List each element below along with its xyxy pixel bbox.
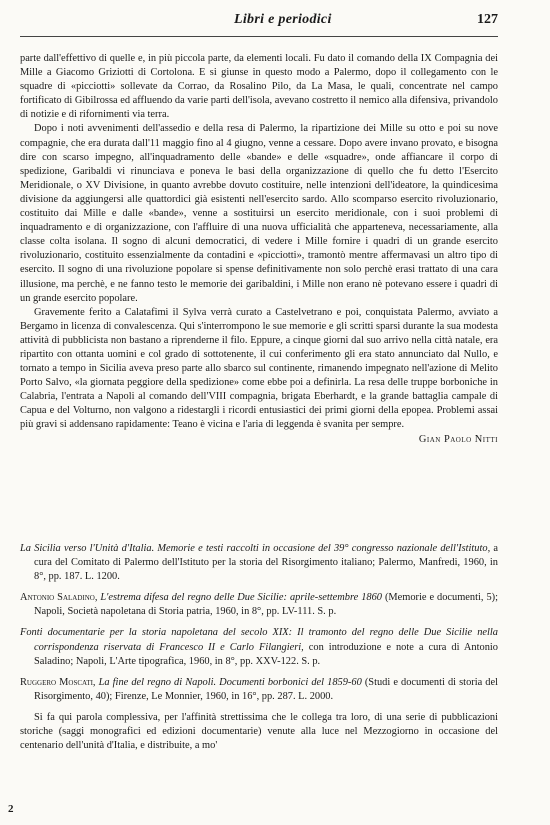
paragraph: Dopo i noti avvenimenti dell'assedio e della resa di Palermo, la ripartizione dei Mille su otto e poi su nove compagnie, che era durata dall'11 maggio fino al 4 giugno, venne a cessare. Dopo avere invano provato, e bisogna dire con scarso impegno, all'inquadramento delle «bande» e delle «squadre», onde affiancare il corpo di spedizione, Garibaldi vi rinunciava e poneva le basi della organizzazione di quello che fu detto l'Esercito Meridionale, o XV Divisione, in quanto avrebbe dovuto costituire, nelle intenzioni dell'ideatore, la quindicesima divisione da aggiungersi alle quattordici già esistenti nell'esercito sardo. Allo scomparso esercito rivoluzionario, costituito dai Mille e dalle «bande», venne a sostituirsi un esercito meridionale, con i suoi problemi di inquadramento e di organizzazione, con l'affluire di una nuova ufficialità che apparteneva, necessariamente, alla classe colta isolana. Il sogno di alcuni democratici, di vedere i Mille fornire i quadri di un grande esercito rivoluzionario, costituito essenzialmente da contadini e «picciotti», tramontò mentre affermavasi un altro tipo di esercito. Il sogno di una rivoluzione popolare si spense definitivamente non solo perchè erasi trattato di una cara illusione, ma perchè, e ne fanno testo le memorie dei garibaldini, i Mille non erano nè potevano essere i quadri di un grande esercito popolare.: [20, 123, 498, 304]
running-title: Libri e periodici: [234, 12, 332, 27]
article-body: [20, 52, 498, 447]
paragraph: parte dall'effettivo di quelle e, in più piccola parte, da elementi locali. Fu dato il comando della IX Compagnia dei Mille a Giacomo Griziotti di Cortolona. E si giunse in questo modo a Palermo, dopo il collegamento con le squadre di «picciotti» sollevate da Corrao, da Rosalino Pilo, da La Masa, le quali, concentrate nel campo fortificato di Gibilrossa ed affluendo da varie parti dell'isola, avevano costretto il nemico alla difensiva, privandolo di notizie e di rifornimenti via terra.: [20, 53, 498, 121]
entry-author: Ruggero Moscati,: [20, 676, 96, 688]
entry-details: a cura del Comitato di Palermo dell'Istituto per la storia del Risorgimento italiano; Palermo, Manfredi, 1960, in 8°, pp. 187. L. 1200.: [34, 543, 498, 583]
paragraph: Gravemente ferito a Calatafimi il Sylva verrà curato a Castelvetrano e poi, conquistata Palermo, avviato a Bergamo in licenza di convalescenza. Qui s'interrompono le sue memorie e gli scritti sparsi durante la sua modesta attività di pubblicista non bastano a riprenderne il filo. Eppure, a cinque giorni dal suo arrivo nella città natale, era ripartito con ottanta uomini e col grado di sottotenente, il cui conferimento gli era stato annunciato dal Nullo, e tornato a tempo in Sicilia aveva preso parte allo sbarco sul continente, rimanendo impegnato nell'azione di Melito Porto Salvo, «la giornata peggiore della spedizione» come ebbe poi a definirla. La resa delle truppe borboniche in Calabria, l'entrata a Napoli al comando dell'VIII compagnia, brigata Eberhardt, e la grande battaglia campale di Capua e del Volturno, non valgono a ridestargli i ricordi entusiastici dei primi giorni della epopea. Problemi assai più gravi si addensano rapidamente: Teano è vicina e l'aria di leggenda è svanita per sempre.: [20, 306, 498, 431]
author-signature: Gian Paolo Nitti: [418, 433, 498, 445]
entry-title: La fine del regno di Napoli. Documenti borbonici del 1859-60: [95, 676, 362, 688]
entry-title: La Sicilia verso l'Unità d'Italia. Memorie e testi raccolti in occasione del 39° congresso nazionale dell'Istituto,: [20, 543, 491, 554]
bibliography-entry: [20, 591, 498, 619]
running-header: [20, 12, 498, 30]
entry-details: (Memorie e documenti, 5); Napoli, Società napoletana di Storia patria, 1960, in 8°, pp. LV-111. S. p.: [34, 592, 498, 618]
signature-mark: 2: [8, 803, 14, 815]
bibliography-entry: [20, 626, 498, 668]
page-number: 127: [477, 12, 498, 27]
header-rule: [20, 36, 498, 37]
entry-title: L'estrema difesa del regno delle Due Sicilie: aprile-settembre 1860: [97, 592, 382, 604]
signature-line: [20, 433, 498, 447]
entry-details: con introduzione e note a cura di Antonio Saladino; Napoli, L'Arte tipografica, 1960, in 8°, pp. XXV-122. S. p.: [34, 641, 498, 667]
bibliography: [20, 542, 498, 760]
entry-details: (Studi e documenti di storia del Risorgimento, 40); Firenze, Le Monnier, 1960, in 16°, pp. 287. L. 2000.: [34, 676, 499, 702]
closing-paragraph: Si fa qui parola complessiva, per l'affinità strettissima che le collega tra loro, di una serie di pubblicazioni storiche (saggi monografici ed edizioni documentarie) venute alla luce nel Mezzogiorno in occasione del centenario dell'unità d'Italia, e distribuite, a mo': [20, 711, 498, 752]
entry-title: Fonti documentarie per la storia napoletana del secolo XIX: Il tramonto del regno delle Due Sicilie nella corrispondenza riservata di Francesco II e Carlo Filangieri,: [20, 627, 498, 653]
entry-author: Antonio Saladino,: [20, 592, 98, 604]
bibliography-entry: [20, 542, 498, 584]
bibliography-entry: [20, 676, 498, 704]
